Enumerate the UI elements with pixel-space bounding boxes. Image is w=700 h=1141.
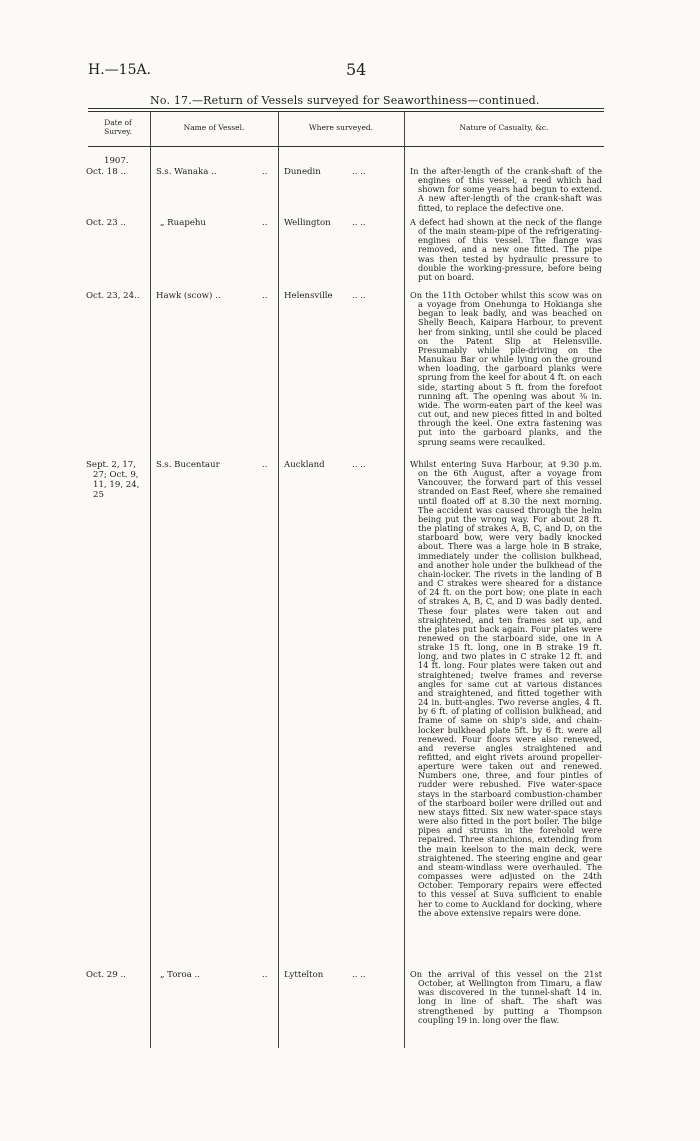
column-header-nature: Nature of Casualty, &c.: [459, 123, 549, 132]
header-bottom-rule: [88, 146, 604, 147]
vessel-name: „ Ruapehu: [160, 218, 206, 228]
survey-year: 1907.: [104, 156, 129, 166]
leader-dots: ..: [262, 970, 268, 980]
survey-date-line: 27; Oct. 9,: [93, 470, 139, 480]
page-number: 54: [346, 60, 367, 79]
column-divider: [278, 112, 279, 1048]
leader-dots: .. ..: [352, 218, 366, 228]
leader-dots: .. ..: [352, 167, 366, 177]
survey-place: Helensville: [284, 291, 333, 301]
leader-dots: ..: [262, 460, 268, 470]
vessel-name: S.s. Wanaka ..: [156, 167, 217, 177]
survey-date: Oct. 23, 24..: [86, 291, 140, 301]
survey-date: Oct. 18 ..: [86, 167, 126, 177]
survey-date: Oct. 23 ..: [86, 218, 126, 228]
vessel-name: Hawk (scow) ..: [156, 291, 221, 301]
leader-dots: .. ..: [352, 291, 366, 301]
survey-date: Oct. 29 ..: [86, 970, 126, 980]
casualty-description: In the after-length of the crank-shaft of the engines of this vessel, a reed which had shown for some years had begun to extend. A new after-length of the crank-shaft was fitted, to replace the defective one.: [410, 166, 602, 213]
casualty-description: A defect had shown at the neck of the flange of the main steam-pipe of the refrigerating-engines of this vessel. The flange was removed, and a new one fitted. The pipe was then tested by hydraulic pressure to double the working-pressure, before being put on board.: [410, 217, 602, 282]
survey-place: Lyttelton: [284, 970, 324, 980]
table-top-rule: [88, 108, 604, 109]
table-title: No. 17.—Return of Vessels surveyed for Seaworthiness—continued.: [150, 94, 540, 107]
leader-dots: ..: [262, 291, 268, 301]
survey-place: Auckland: [284, 460, 325, 470]
leader-dots: ..: [262, 218, 268, 228]
survey-date-line: Sept. 2, 17,: [86, 460, 136, 470]
column-header-date: Date of Survey.: [104, 118, 132, 136]
column-header-place: Where surveyed.: [308, 123, 374, 132]
casualty-description: On the arrival of this vessel on the 21st October, at Wellington from Timaru, a flaw was discovered in the tunnel-shaft 14 in. long in line of shaft. The shaft was strengthened by putting a Thompson coupling 19 in. long over the flaw.: [410, 969, 602, 1025]
vessel-name: S.s. Bucentaur: [156, 460, 220, 470]
leader-dots: .. ..: [352, 460, 366, 470]
survey-place: Wellington: [284, 218, 331, 228]
table-top-rule-inner: [88, 111, 604, 112]
column-header-vessel: Name of Vessel.: [183, 123, 245, 132]
paper-reference: H.—15A.: [88, 62, 152, 78]
leader-dots: .. ..: [352, 970, 366, 980]
column-divider: [150, 112, 151, 1048]
casualty-description: Whilst entering Suva Harbour, at 9.30 p.m. on the 6th August, after a voyage from Vancouver, the forward part of this vessel stranded on East Reef, where she remained until floated off at 8.30 the next morning. The accident was caused through the helm being put the wrong way. For about 28 ft. the plating of strakes A, B, C, and D, on the starboard bow, were very badly knocked about. There was a large hole in B strake, immediately under the collision bulkhead, and another hole under the bulkhead of the chain-locker. The rivets in the landing of B and C strakes were sheared for a distance of 24 ft. on the port bow; one plate in each of strakes A, B, C, and D was badly dented. These four plates were taken out and straightened, and ten frames set up, and the plates put back again. Four plates were renewed on the starboard side, one in A strake 15 ft. long, one in B strake 19 ft. long, and two plates in C strake 12 ft. and 14 ft. long. Four plates were taken out and straightened; twelve frames and reverse angles for same cut at various distances and straightened, and fitted together with 24 in. butt-angles. Two reverse angles, 4 ft. by 6 ft. of plating of collision bulkhead, and frame of same on ship's side, and chain-locker bulkhead plate 5ft. by 6 ft. were all renewed. Four floors were also renewed, and reverse angles straightened and refitted, and eight rivets around propeller-aperture were taken out and renewed. Numbers one, three, and four pintles of rudder were rebushed. Five water-space stays in the starboard combustion-chamber of the starboard boiler were drilled out and new stays fitted. Six new water-space stays were also fitted in the port boiler. The bilge pipes and strums in the forehold were repaired. Three stanchions, extending from the main keelson to the main deck, were straightened. The steering engine and gear and steam-windlass were overhauled. The compasses were adjusted on the 24th October. Temporary repairs were effected to this vessel at Suva sufficient to enable her to come to Auckland for docking, where the above extensive repairs were done.: [410, 459, 602, 918]
survey-date-line: 11, 19, 24,: [93, 480, 140, 490]
survey-place: Dunedin: [284, 167, 321, 177]
leader-dots: ..: [262, 167, 268, 177]
column-divider: [404, 112, 405, 1048]
casualty-description: On the 11th October whilst this scow was on a voyage from Onehunga to Hokianga she began to leak badly, and was beached on Shelly Beach, Kaipara Harbour, to prevent her from sinking, until she could be placed on the Patent Slip at Helensville. Presumably while pile-driving on the Manukau Bar or while lying on the ground when loading, the garboard planks were sprung from the keel for about 4 ft. on each side, starting about 5 ft. from the forefoot running aft. The opening was about ⅜ in. wide. The worm-eaten part of the keel was cut out, and new pieces fitted in and bolted through the keel. One extra fastening was put into the garboard planks, and the sprung seams were recaulked.: [410, 290, 602, 447]
vessel-name: „ Toroa ..: [160, 970, 201, 980]
survey-date-line: 25: [93, 490, 104, 500]
